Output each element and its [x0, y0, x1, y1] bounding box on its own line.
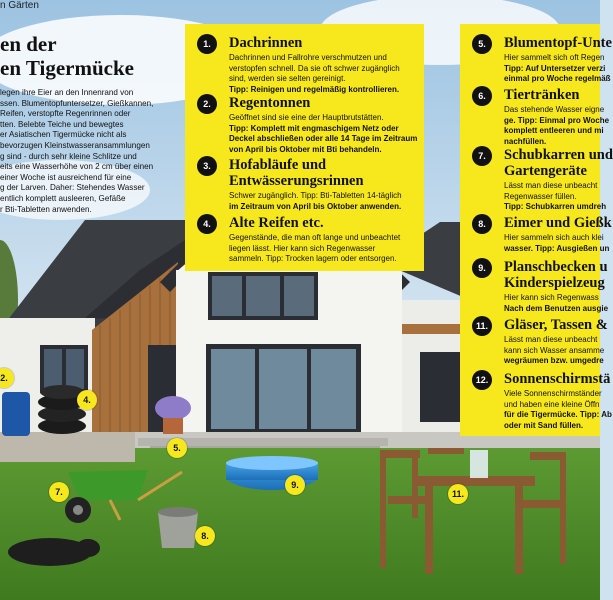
intro-line: ssen. Blumentopfuntersetzer, Gießkannen, [0, 98, 154, 108]
info-item [460, 146, 613, 212]
info-item [460, 214, 612, 256]
item-text [504, 389, 612, 431]
intro-line: g der Larven. Daher: Stehendes Wasser [0, 183, 145, 193]
flower-pot [163, 418, 183, 434]
marker-tires: 4. [77, 390, 97, 410]
item-number-badge: 3. [197, 156, 217, 176]
info-item [460, 316, 608, 368]
item-line: verstopfen schnell. Da sie oft schwer zugänglich [229, 63, 400, 73]
item-line: Hier sammelt sich oft Regen [504, 53, 605, 62]
item-line: sind, werden sie selten gereinigt. [229, 74, 346, 84]
item-line: Schwer zugänglich. Tipp: Bti-Tabletten 14-täglich [229, 191, 402, 200]
item-title [504, 259, 608, 291]
item-title: Eimer und Gießk [504, 215, 612, 231]
item-tip: oder mit Sand füllen. [504, 420, 584, 430]
upper-window-pane [284, 276, 314, 316]
water-jug [470, 450, 488, 478]
item-number-badge: 8. [472, 214, 492, 234]
big-window-pane [311, 349, 356, 429]
item-line: Lässt man diese unbeacht [504, 181, 598, 190]
item-number-badge: 6. [472, 86, 492, 106]
item-title-line: Kinderspielzeug [504, 275, 605, 291]
item-title [504, 147, 613, 179]
marker-pool: 9. [285, 475, 305, 495]
item-text [504, 233, 609, 254]
item-text [504, 105, 609, 147]
item-line: liegen lässt. Hier kann sich Regenwasser [229, 243, 376, 253]
upper-window-pane [246, 276, 280, 316]
marker-rain-barrel: 2. [0, 368, 14, 388]
big-window-pane [211, 349, 255, 429]
big-window-pane [259, 349, 307, 429]
item-line: Geöffnet sind sie eine der Hauptbrutstätten. [229, 113, 384, 122]
item-title-line: Entwässerungsrinnen [229, 173, 364, 189]
intro-line: Reifen, verstopfte Regenrinnen oder [0, 109, 131, 119]
item-text [229, 113, 417, 155]
item-number-badge: 12. [472, 370, 492, 390]
item-tip: ge. Tipp: Einmal pro Woche [504, 115, 610, 125]
item-tip: komplett entleeren und mi [504, 126, 604, 136]
item-tip: Nach dem Benutzen ausgie [504, 303, 609, 313]
item-number-badge: 9. [472, 258, 492, 278]
item-tip: von April bis Oktober mit Bti behandeln. [229, 144, 382, 154]
item-line: und haben eine kleine Öffn [504, 399, 600, 409]
info-item [185, 214, 424, 268]
info-panel-left [185, 24, 424, 271]
intro-line: tten. Belebte Teiche und bewegtes [0, 119, 124, 129]
marker-flower-pot: 5. [167, 438, 187, 458]
item-tip: einmal pro Woche regelmäß [504, 74, 611, 84]
intro-section [0, 0, 180, 214]
item-text [229, 233, 400, 265]
intro-line: eits eine Wasserhöhe von 2 cm über einen [0, 162, 154, 172]
item-tip: Deckel abschließen oder alle 14 Tage im Zeitraum [229, 134, 418, 144]
item-title: Tiertränken [504, 87, 580, 103]
marker-bucket: 8. [195, 526, 215, 546]
marker-wheelbarrow: 7. [49, 482, 69, 502]
info-item [460, 34, 612, 86]
item-line: Regenwasser füllen. [504, 191, 577, 201]
item-text [229, 53, 400, 95]
item-text [504, 335, 604, 367]
info-item [185, 94, 424, 158]
item-title: Gläser, Tassen & [504, 317, 608, 333]
item-title: Dachrinnen [229, 35, 303, 51]
info-item [460, 86, 610, 146]
item-tip: wegräumen bzw. umgedre [504, 356, 604, 366]
item-number-badge: 2. [197, 94, 217, 114]
info-item [460, 258, 609, 314]
window-left-pane [66, 349, 84, 389]
item-tip: nachfüllen. [504, 136, 547, 146]
item-text [229, 191, 402, 212]
intro-line: legen ihre Eier an den Innenrand von [0, 88, 134, 97]
item-line: Lässt man diese unbeacht [504, 335, 598, 344]
intro-line: einer Woche ist ausreichend für eine [0, 172, 132, 182]
item-title: Blumentopf-Unte [504, 35, 612, 51]
item-line: Das stehende Wasser eigne [504, 105, 605, 114]
item-number-badge: 5. [472, 34, 492, 54]
item-line: Hier kann sich Regenwass [504, 293, 599, 302]
item-line: Hier sammeln sich auch klei [504, 233, 604, 242]
item-number-badge: 11. [472, 316, 492, 336]
info-item [185, 34, 424, 96]
intro-kicker: n Gärten [0, 0, 39, 11]
marker-glasses: 11. [448, 484, 468, 504]
item-line: Dachrinnen und Fallrohre verschmutzen und [229, 53, 387, 62]
item-title: Regentonnen [229, 95, 311, 111]
item-tip: Tipp: Komplett mit engmaschigem Netz oder [229, 123, 399, 133]
item-text [504, 181, 606, 213]
item-text [504, 293, 608, 314]
intro-title-line: en der [0, 32, 57, 56]
item-tip: Tipp: Schubkarren umdreh [504, 202, 607, 212]
item-title-line: Gartengeräte [504, 163, 587, 179]
item-tip: im Zeitraum von April bis Oktober anwenden. [229, 201, 402, 211]
intro-line: er Asiatischen Tigermücke nicht als [0, 130, 127, 140]
rain-barrel [2, 392, 30, 436]
item-number-badge: 4. [197, 214, 217, 234]
intro-line: r Bti-Tabletten anwenden. [0, 204, 92, 214]
intro-line: g sind - durch sehr kleine Schlitze und [0, 151, 137, 161]
hydrangea [155, 396, 191, 420]
item-title-line: Hofabläufe und [229, 157, 327, 173]
item-tip: Tipp: Reinigen und regelmäßig kontrollieren. [229, 84, 400, 94]
intro-body [0, 88, 178, 215]
item-line: Viele Sonnenschirmständer [504, 389, 602, 398]
upper-window-pane [212, 276, 242, 316]
item-number-badge: 1. [197, 34, 217, 54]
info-item [185, 156, 424, 214]
info-panel-right [460, 24, 613, 436]
bucket [158, 507, 198, 548]
item-title: Alte Reifen etc. [229, 215, 324, 231]
item-title [229, 157, 364, 189]
paddling-pool-top [226, 456, 318, 470]
intro-line: bevorzugen Kleinstwasseransammlungen [0, 140, 150, 150]
item-line: kann sich Wasser ansamme [504, 345, 605, 355]
right-window [420, 352, 460, 422]
gravel-bed [0, 432, 135, 462]
intro-title-line: en Tigermücke [0, 56, 134, 80]
info-item [460, 370, 612, 432]
item-tip: Tipp: Auf Untersetzer verzi [504, 63, 606, 73]
item-tip: wasser. Tipp: Ausgießen un [504, 243, 610, 253]
intro-line: entlich komplett ausleeren, Gefäße [0, 193, 126, 203]
item-line: Gegenstände, die man oft lange und unbeachtet [229, 233, 401, 242]
item-line: sammeln. Tipp: Trocken lagern oder entsorgen. [229, 254, 397, 264]
item-title: Sonnenschirmstä [504, 371, 611, 387]
item-title-line: Schubkarren und [504, 147, 613, 163]
item-tip: für die Tigermücke. Tipp: Ab [504, 410, 612, 420]
item-text [504, 53, 611, 85]
intro-title [0, 32, 185, 80]
window-left-pane [44, 349, 62, 389]
item-title-line: Planschbecken u [504, 259, 608, 275]
item-number-badge: 7. [472, 146, 492, 166]
